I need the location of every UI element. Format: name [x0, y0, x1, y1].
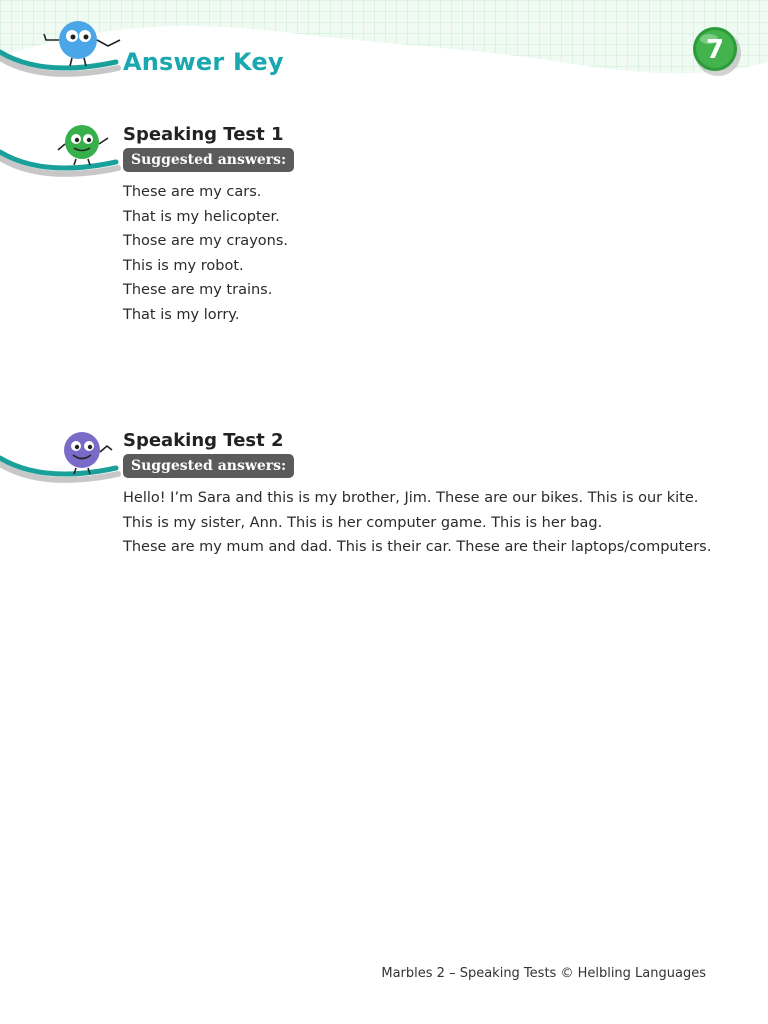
answer-line: These are my cars. — [123, 184, 262, 200]
page-title: Answer Key — [123, 48, 284, 76]
answer-list-test-2 — [123, 486, 711, 560]
answer-line: These are my trains. — [123, 282, 273, 299]
green-monster-icon — [0, 118, 125, 193]
blue-monster-icon — [0, 18, 125, 93]
purple-monster-icon — [0, 424, 125, 499]
answer-line: That is my helicopter. — [123, 208, 280, 225]
suggested-answers-badge: Suggested answers: — [123, 148, 294, 172]
answer-line: These are my mum and dad. This is their car. These are their laptops/computers. — [123, 539, 712, 556]
page-number: 7 — [705, 35, 725, 65]
answer-line: That is my lorry. — [123, 306, 240, 323]
answer-line: Those are my crayons. — [123, 233, 289, 250]
suggested-answers-badge: Suggested answers: — [123, 454, 294, 478]
footer-copyright: Marbles 2 – Speaking Tests © Helbling Languages — [381, 966, 706, 981]
answer-line: Hello! I’m Sara and this is my brother, Jim. These are our bikes. This is our kite. — [123, 490, 699, 506]
section-title-speaking-test-2: Speaking Test 2 — [123, 430, 284, 451]
section-title-speaking-test-1: Speaking Test 1 — [123, 124, 284, 145]
page-number-badge — [690, 24, 748, 82]
answer-list-test-1 — [123, 180, 288, 328]
answer-line: This is my sister, Ann. This is her computer game. This is her bag. — [123, 514, 603, 531]
answer-line: This is my robot. — [123, 257, 244, 274]
